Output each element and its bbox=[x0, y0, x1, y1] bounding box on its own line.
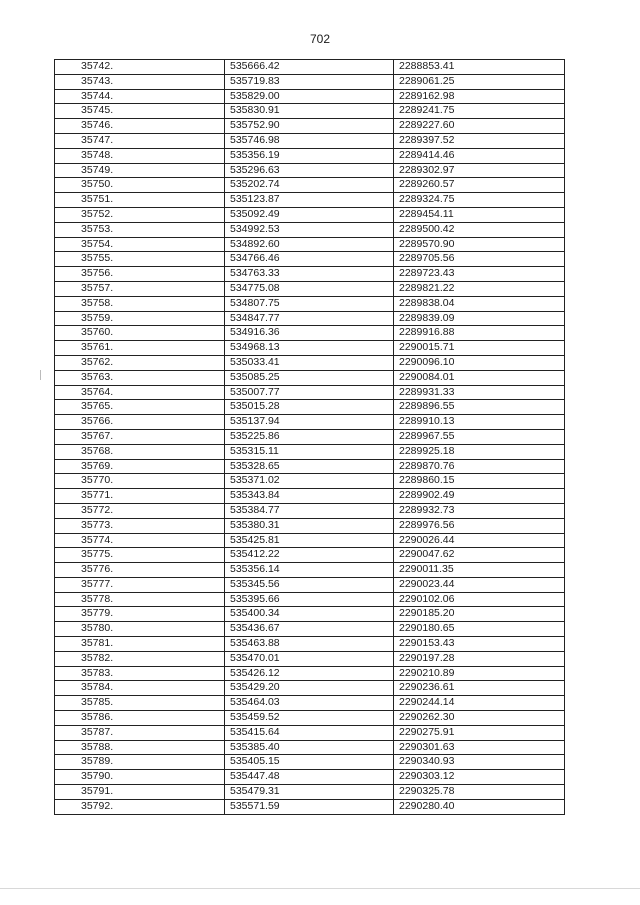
x-coordinate-cell: 535479.31 bbox=[225, 785, 394, 800]
y-coordinate-cell: 2290244.14 bbox=[394, 696, 565, 711]
x-coordinate-cell: 535371.02 bbox=[225, 474, 394, 489]
point-number-cell: 35791. bbox=[55, 785, 225, 800]
y-coordinate-cell: 2290026.44 bbox=[394, 533, 565, 548]
y-coordinate-cell: 2290096.10 bbox=[394, 355, 565, 370]
table-row bbox=[55, 577, 565, 592]
y-coordinate-cell: 2289723.43 bbox=[394, 267, 565, 282]
table-row bbox=[55, 770, 565, 785]
point-number-cell: 35748. bbox=[55, 148, 225, 163]
y-coordinate-cell: 2289932.73 bbox=[394, 503, 565, 518]
table-row bbox=[55, 400, 565, 415]
table-row bbox=[55, 740, 565, 755]
y-coordinate-cell: 2289839.09 bbox=[394, 311, 565, 326]
point-number-cell: 35743. bbox=[55, 74, 225, 89]
x-coordinate-cell: 535395.66 bbox=[225, 592, 394, 607]
y-coordinate-cell: 2290197.28 bbox=[394, 651, 565, 666]
x-coordinate-cell: 535447.48 bbox=[225, 770, 394, 785]
table-row bbox=[55, 163, 565, 178]
table-row bbox=[55, 651, 565, 666]
x-coordinate-cell: 535463.88 bbox=[225, 637, 394, 652]
x-coordinate-cell: 534968.13 bbox=[225, 341, 394, 356]
table-row bbox=[55, 178, 565, 193]
x-coordinate-cell: 535385.40 bbox=[225, 740, 394, 755]
x-coordinate-cell: 535415.64 bbox=[225, 725, 394, 740]
point-number-cell: 35759. bbox=[55, 311, 225, 326]
table-row bbox=[55, 104, 565, 119]
y-coordinate-cell: 2289916.88 bbox=[394, 326, 565, 341]
y-coordinate-cell: 2290011.35 bbox=[394, 563, 565, 578]
table-row bbox=[55, 548, 565, 563]
table-row bbox=[55, 592, 565, 607]
x-coordinate-cell: 535343.84 bbox=[225, 489, 394, 504]
y-coordinate-cell: 2290102.06 bbox=[394, 592, 565, 607]
y-coordinate-cell: 2288853.41 bbox=[394, 60, 565, 75]
x-coordinate-cell: 535571.59 bbox=[225, 799, 394, 814]
point-number-cell: 35792. bbox=[55, 799, 225, 814]
point-number-cell: 35765. bbox=[55, 400, 225, 415]
x-coordinate-cell: 535405.15 bbox=[225, 755, 394, 770]
y-coordinate-cell: 2290275.91 bbox=[394, 725, 565, 740]
y-coordinate-cell: 2289324.75 bbox=[394, 193, 565, 208]
point-number-cell: 35755. bbox=[55, 252, 225, 267]
table-row bbox=[55, 370, 565, 385]
y-coordinate-cell: 2290303.12 bbox=[394, 770, 565, 785]
point-number-cell: 35750. bbox=[55, 178, 225, 193]
point-number-cell: 35764. bbox=[55, 385, 225, 400]
y-coordinate-cell: 2289241.75 bbox=[394, 104, 565, 119]
y-coordinate-cell: 2290023.44 bbox=[394, 577, 565, 592]
x-coordinate-cell: 535830.91 bbox=[225, 104, 394, 119]
point-number-cell: 35777. bbox=[55, 577, 225, 592]
x-coordinate-cell: 535464.03 bbox=[225, 696, 394, 711]
table-row bbox=[55, 429, 565, 444]
x-coordinate-cell: 535092.49 bbox=[225, 207, 394, 222]
table-row bbox=[55, 799, 565, 814]
point-number-cell: 35781. bbox=[55, 637, 225, 652]
y-coordinate-cell: 2289931.33 bbox=[394, 385, 565, 400]
table-row bbox=[55, 133, 565, 148]
point-number-cell: 35776. bbox=[55, 563, 225, 578]
x-coordinate-cell: 535015.28 bbox=[225, 400, 394, 415]
y-coordinate-cell: 2289838.04 bbox=[394, 296, 565, 311]
x-coordinate-cell: 535296.63 bbox=[225, 163, 394, 178]
x-coordinate-cell: 534763.33 bbox=[225, 267, 394, 282]
x-coordinate-cell: 535470.01 bbox=[225, 651, 394, 666]
y-coordinate-cell: 2290084.01 bbox=[394, 370, 565, 385]
point-number-cell: 35783. bbox=[55, 666, 225, 681]
point-number-cell: 35758. bbox=[55, 296, 225, 311]
x-coordinate-cell: 535719.83 bbox=[225, 74, 394, 89]
point-number-cell: 35774. bbox=[55, 533, 225, 548]
x-coordinate-cell: 535356.14 bbox=[225, 563, 394, 578]
point-number-cell: 35753. bbox=[55, 222, 225, 237]
table-row bbox=[55, 237, 565, 252]
table-row bbox=[55, 785, 565, 800]
table-row bbox=[55, 193, 565, 208]
table-row bbox=[55, 622, 565, 637]
y-coordinate-cell: 2289860.15 bbox=[394, 474, 565, 489]
point-number-cell: 35782. bbox=[55, 651, 225, 666]
x-coordinate-cell: 535137.94 bbox=[225, 415, 394, 430]
point-number-cell: 35767. bbox=[55, 429, 225, 444]
x-coordinate-cell: 535123.87 bbox=[225, 193, 394, 208]
point-number-cell: 35766. bbox=[55, 415, 225, 430]
y-coordinate-cell: 2290180.65 bbox=[394, 622, 565, 637]
x-coordinate-cell: 535459.52 bbox=[225, 711, 394, 726]
point-number-cell: 35747. bbox=[55, 133, 225, 148]
x-coordinate-cell: 535426.12 bbox=[225, 666, 394, 681]
y-coordinate-cell: 2290340.93 bbox=[394, 755, 565, 770]
point-number-cell: 35778. bbox=[55, 592, 225, 607]
point-number-cell: 35779. bbox=[55, 607, 225, 622]
x-coordinate-cell: 535384.77 bbox=[225, 503, 394, 518]
point-number-cell: 35769. bbox=[55, 459, 225, 474]
x-coordinate-cell: 535400.34 bbox=[225, 607, 394, 622]
table-row bbox=[55, 681, 565, 696]
point-number-cell: 35772. bbox=[55, 503, 225, 518]
coordinates-table bbox=[54, 59, 565, 815]
x-coordinate-cell: 535033.41 bbox=[225, 355, 394, 370]
x-coordinate-cell: 535202.74 bbox=[225, 178, 394, 193]
x-coordinate-cell: 535356.19 bbox=[225, 148, 394, 163]
y-coordinate-cell: 2289397.52 bbox=[394, 133, 565, 148]
point-number-cell: 35762. bbox=[55, 355, 225, 370]
point-number-cell: 35784. bbox=[55, 681, 225, 696]
point-number-cell: 35780. bbox=[55, 622, 225, 637]
point-number-cell: 35752. bbox=[55, 207, 225, 222]
table-row bbox=[55, 341, 565, 356]
y-coordinate-cell: 2290047.62 bbox=[394, 548, 565, 563]
point-number-cell: 35773. bbox=[55, 518, 225, 533]
x-coordinate-cell: 535746.98 bbox=[225, 133, 394, 148]
point-number-cell: 35761. bbox=[55, 341, 225, 356]
x-coordinate-cell: 535425.81 bbox=[225, 533, 394, 548]
table-row bbox=[55, 474, 565, 489]
table-row bbox=[55, 148, 565, 163]
point-number-cell: 35785. bbox=[55, 696, 225, 711]
point-number-cell: 35760. bbox=[55, 326, 225, 341]
y-coordinate-cell: 2289821.22 bbox=[394, 281, 565, 296]
y-coordinate-cell: 2290210.89 bbox=[394, 666, 565, 681]
y-coordinate-cell: 2289500.42 bbox=[394, 222, 565, 237]
table-row bbox=[55, 207, 565, 222]
table-row bbox=[55, 503, 565, 518]
y-coordinate-cell: 2290262.30 bbox=[394, 711, 565, 726]
table-row bbox=[55, 119, 565, 134]
y-coordinate-cell: 2289967.55 bbox=[394, 429, 565, 444]
table-row bbox=[55, 533, 565, 548]
x-coordinate-cell: 534992.53 bbox=[225, 222, 394, 237]
y-coordinate-cell: 2290015.71 bbox=[394, 341, 565, 356]
y-coordinate-cell: 2289260.57 bbox=[394, 178, 565, 193]
point-number-cell: 35789. bbox=[55, 755, 225, 770]
page-number: 702 bbox=[309, 32, 331, 46]
x-coordinate-cell: 535666.42 bbox=[225, 60, 394, 75]
table-row bbox=[55, 281, 565, 296]
table-row bbox=[55, 563, 565, 578]
point-number-cell: 35749. bbox=[55, 163, 225, 178]
x-coordinate-cell: 534892.60 bbox=[225, 237, 394, 252]
table-row bbox=[55, 267, 565, 282]
page-bottom-edge bbox=[0, 888, 640, 889]
point-number-cell: 35790. bbox=[55, 770, 225, 785]
y-coordinate-cell: 2289162.98 bbox=[394, 89, 565, 104]
point-number-cell: 35775. bbox=[55, 548, 225, 563]
x-coordinate-cell: 534916.36 bbox=[225, 326, 394, 341]
y-coordinate-cell: 2290325.78 bbox=[394, 785, 565, 800]
table-row bbox=[55, 74, 565, 89]
table-row bbox=[55, 755, 565, 770]
x-coordinate-cell: 534807.75 bbox=[225, 296, 394, 311]
y-coordinate-cell: 2290301.63 bbox=[394, 740, 565, 755]
point-number-cell: 35746. bbox=[55, 119, 225, 134]
y-coordinate-cell: 2289227.60 bbox=[394, 119, 565, 134]
x-coordinate-cell: 535436.67 bbox=[225, 622, 394, 637]
point-number-cell: 35756. bbox=[55, 267, 225, 282]
point-number-cell: 35754. bbox=[55, 237, 225, 252]
table-row bbox=[55, 60, 565, 75]
table-row bbox=[55, 666, 565, 681]
point-number-cell: 35770. bbox=[55, 474, 225, 489]
x-coordinate-cell: 535752.90 bbox=[225, 119, 394, 134]
x-coordinate-cell: 535225.86 bbox=[225, 429, 394, 444]
y-coordinate-cell: 2290236.61 bbox=[394, 681, 565, 696]
y-coordinate-cell: 2289925.18 bbox=[394, 444, 565, 459]
y-coordinate-cell: 2289302.97 bbox=[394, 163, 565, 178]
table-row bbox=[55, 415, 565, 430]
point-number-cell: 35757. bbox=[55, 281, 225, 296]
y-coordinate-cell: 2289454.11 bbox=[394, 207, 565, 222]
table-row bbox=[55, 326, 565, 341]
y-coordinate-cell: 2289570.90 bbox=[394, 237, 565, 252]
y-coordinate-cell: 2289976.56 bbox=[394, 518, 565, 533]
point-number-cell: 35786. bbox=[55, 711, 225, 726]
point-number-cell: 35771. bbox=[55, 489, 225, 504]
table-row bbox=[55, 311, 565, 326]
table-row bbox=[55, 89, 565, 104]
table-row bbox=[55, 444, 565, 459]
point-number-cell: 35763. bbox=[55, 370, 225, 385]
y-coordinate-cell: 2290185.20 bbox=[394, 607, 565, 622]
x-coordinate-cell: 534775.08 bbox=[225, 281, 394, 296]
table-row bbox=[55, 296, 565, 311]
y-coordinate-cell: 2289870.76 bbox=[394, 459, 565, 474]
y-coordinate-cell: 2289910.13 bbox=[394, 415, 565, 430]
point-number-cell: 35744. bbox=[55, 89, 225, 104]
point-number-cell: 35768. bbox=[55, 444, 225, 459]
y-coordinate-cell: 2289414.46 bbox=[394, 148, 565, 163]
x-coordinate-cell: 535380.31 bbox=[225, 518, 394, 533]
y-coordinate-cell: 2289061.25 bbox=[394, 74, 565, 89]
x-coordinate-cell: 535085.25 bbox=[225, 370, 394, 385]
x-coordinate-cell: 535328.65 bbox=[225, 459, 394, 474]
y-coordinate-cell: 2289705.56 bbox=[394, 252, 565, 267]
table-row bbox=[55, 711, 565, 726]
point-number-cell: 35751. bbox=[55, 193, 225, 208]
table-row bbox=[55, 518, 565, 533]
y-coordinate-cell: 2290280.40 bbox=[394, 799, 565, 814]
table-row bbox=[55, 696, 565, 711]
table-row bbox=[55, 489, 565, 504]
x-coordinate-cell: 534847.77 bbox=[225, 311, 394, 326]
table-row bbox=[55, 385, 565, 400]
point-number-cell: 35742. bbox=[55, 60, 225, 75]
table-row bbox=[55, 607, 565, 622]
x-coordinate-cell: 535412.22 bbox=[225, 548, 394, 563]
y-coordinate-cell: 2289896.55 bbox=[394, 400, 565, 415]
y-coordinate-cell: 2289902.49 bbox=[394, 489, 565, 504]
table-row bbox=[55, 725, 565, 740]
margin-mark bbox=[40, 370, 41, 380]
x-coordinate-cell: 535829.00 bbox=[225, 89, 394, 104]
x-coordinate-cell: 534766.46 bbox=[225, 252, 394, 267]
y-coordinate-cell: 2290153.43 bbox=[394, 637, 565, 652]
table-row bbox=[55, 459, 565, 474]
point-number-cell: 35745. bbox=[55, 104, 225, 119]
table-row bbox=[55, 222, 565, 237]
point-number-cell: 35787. bbox=[55, 725, 225, 740]
table-row bbox=[55, 637, 565, 652]
point-number-cell: 35788. bbox=[55, 740, 225, 755]
x-coordinate-cell: 535429.20 bbox=[225, 681, 394, 696]
x-coordinate-cell: 535007.77 bbox=[225, 385, 394, 400]
x-coordinate-cell: 535315.11 bbox=[225, 444, 394, 459]
table-row bbox=[55, 252, 565, 267]
x-coordinate-cell: 535345.56 bbox=[225, 577, 394, 592]
table-row bbox=[55, 355, 565, 370]
coordinates-table-body bbox=[55, 60, 565, 815]
